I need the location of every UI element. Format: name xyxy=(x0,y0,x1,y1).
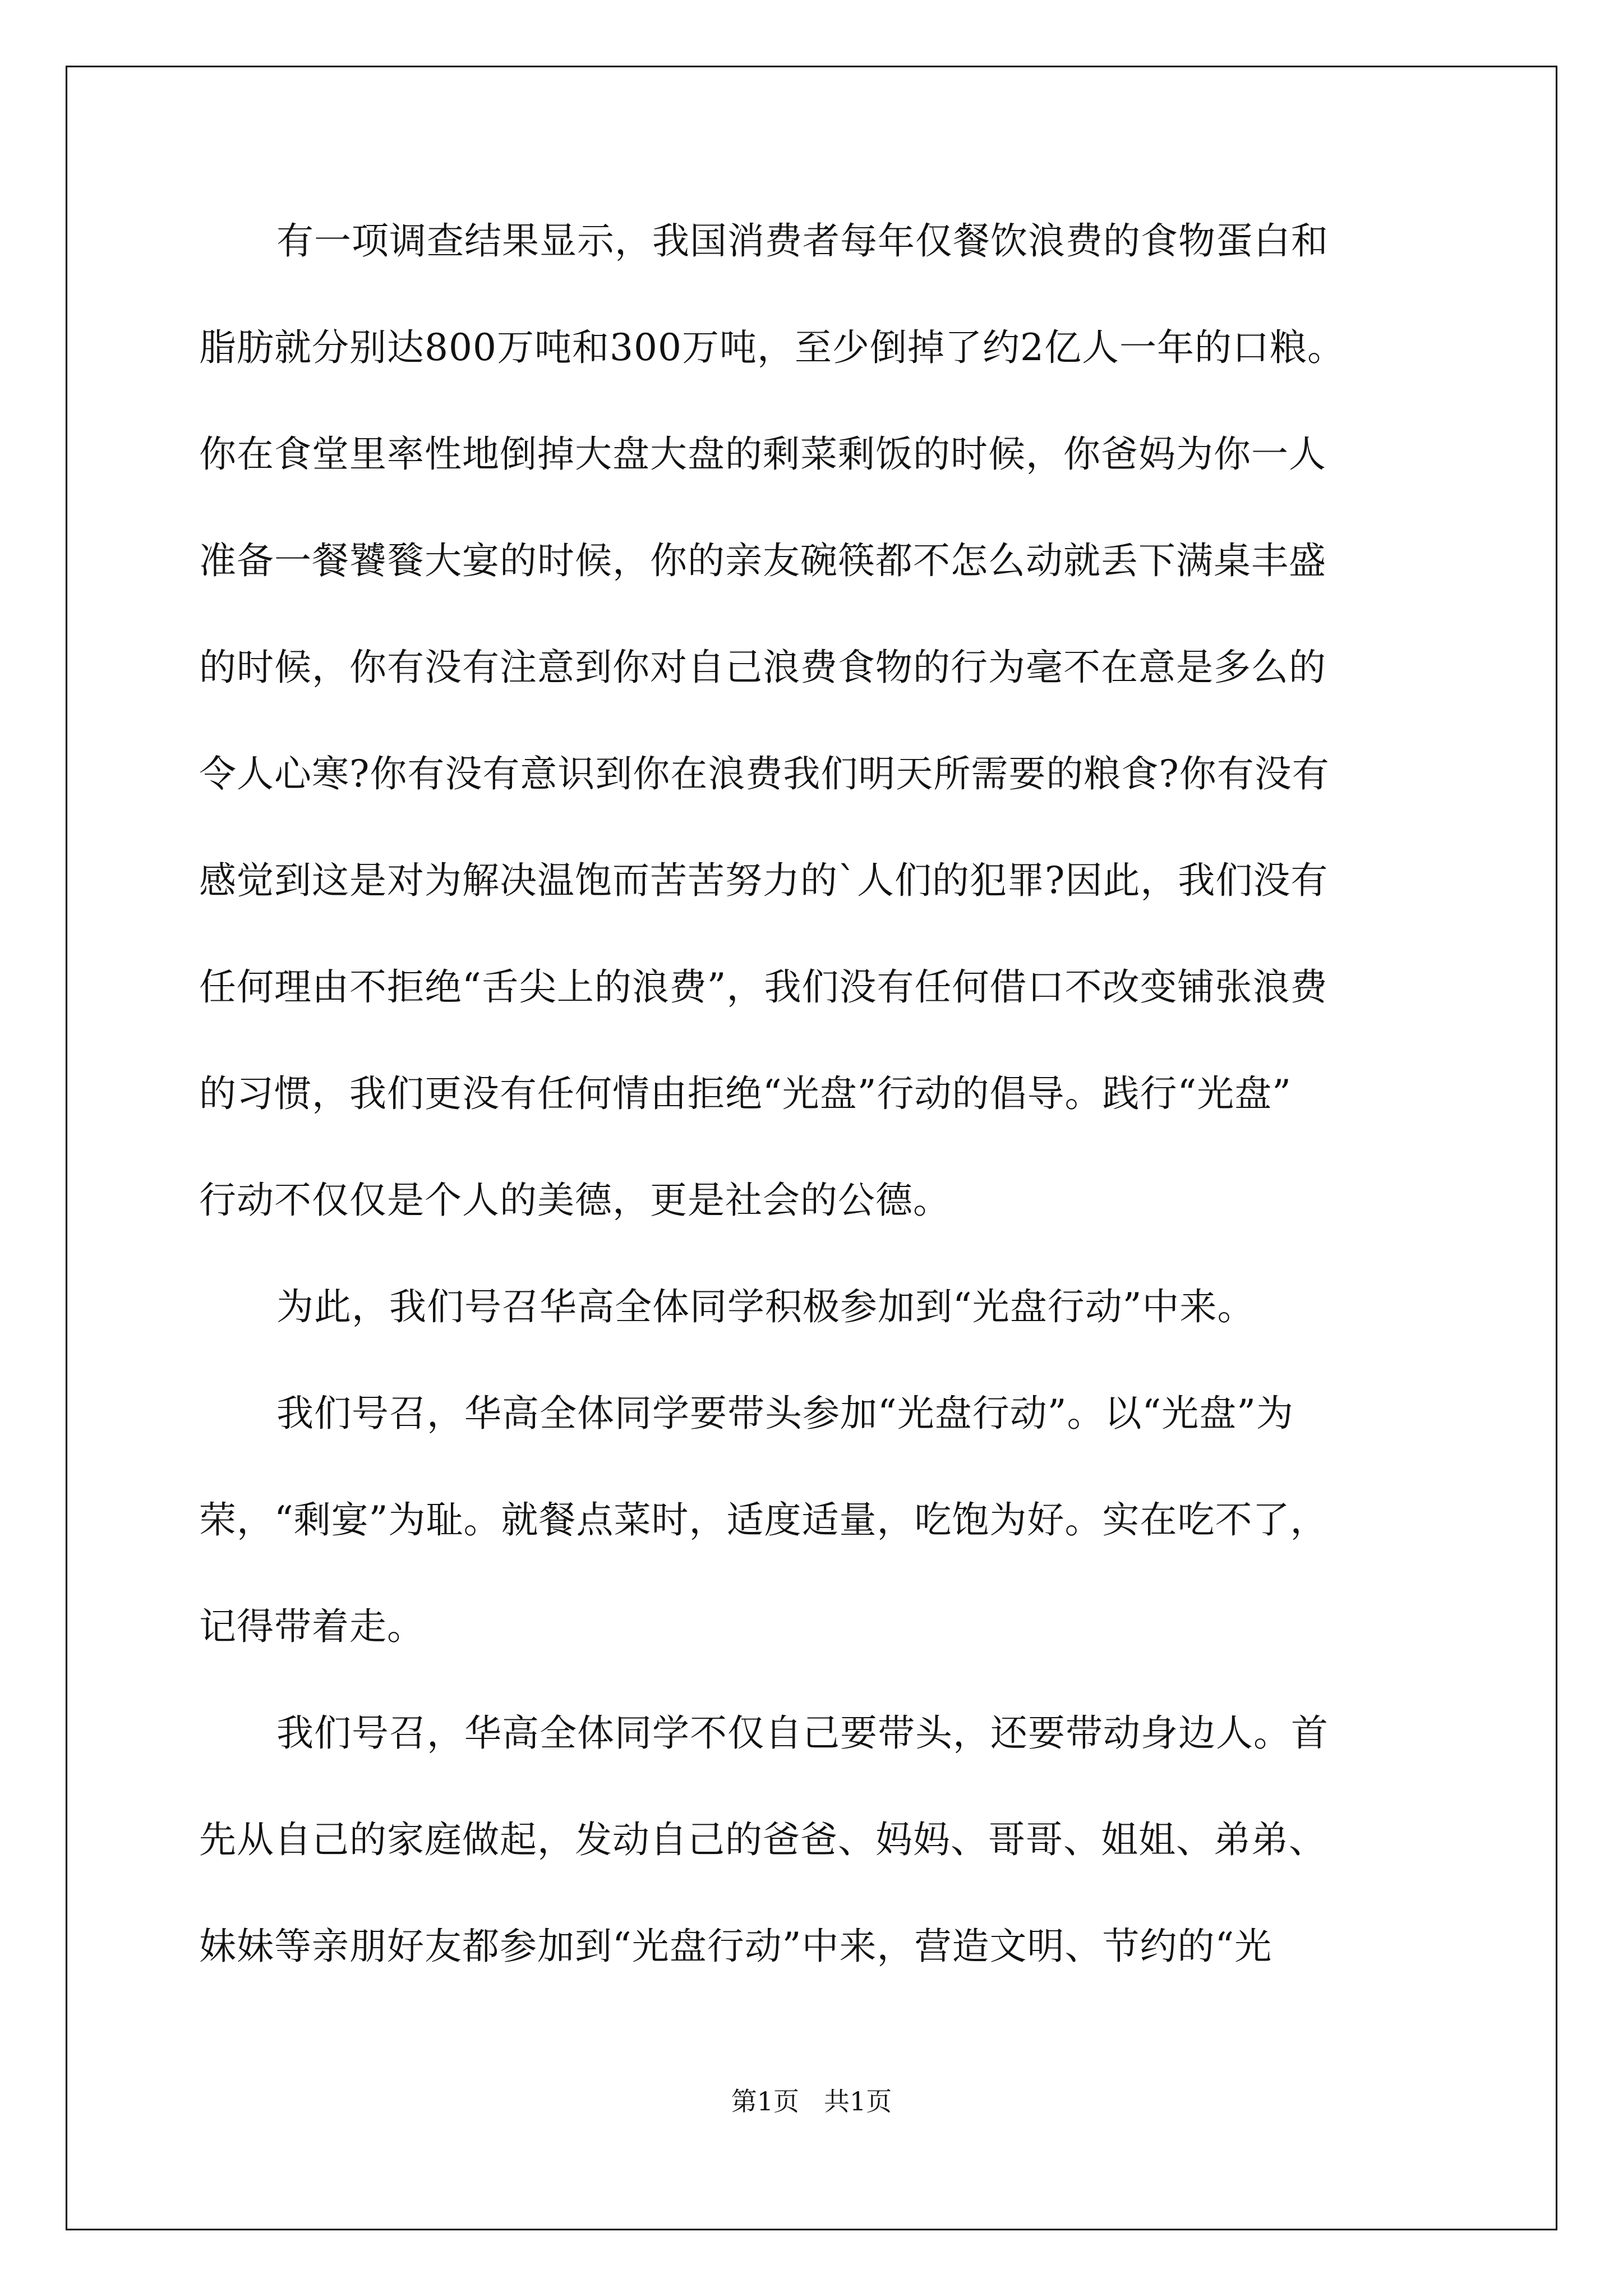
paragraph-3 xyxy=(199,1360,1433,1680)
text-line: 先从自己的家庭做起，发动自己的爸爸、妈妈、哥哥、姐姐、弟弟、 xyxy=(199,1818,1326,1861)
page-footer xyxy=(0,2081,1623,2118)
document-body xyxy=(199,188,1433,2000)
text-line: 为此，我们号召华高全体同学积极参加到“光盘行动”中来。 xyxy=(276,1285,1255,1328)
text-line: 的时候，你有没有注意到你对自己浪费食物的行为毫不在意是多么的 xyxy=(199,646,1326,689)
paragraph-4 xyxy=(199,1680,1433,2000)
page-number-current: 第1页 xyxy=(731,2086,799,2116)
text-line: 荣，“剩宴”为耻。就餐点菜时，适度适量，吃饱为好。实在吃不了， xyxy=(199,1498,1328,1542)
text-line: 任何理由不拒绝“舌尖上的浪费”，我们没有任何借口不改变铺张浪费 xyxy=(199,965,1328,1009)
page-number-total: 共1页 xyxy=(824,2086,892,2116)
text-line: 妹妹等亲朋好友都参加到“光盘行动”中来，营造文明、节约的“光 xyxy=(199,1925,1272,1968)
text-line: 我们号召，华高全体同学要带头参加“光盘行动”。以“光盘”为 xyxy=(276,1392,1294,1435)
text-line: 有一项调查结果显示，我国消费者每年仅餐饮浪费的食物蛋白和 xyxy=(276,219,1329,263)
text-line: 行动不仅仅是个人的美德，更是社会的公德。 xyxy=(199,1179,951,1222)
text-line: 令人心寒?你有没有意识到你在浪费我们明天所需要的粮食?你有没有 xyxy=(199,752,1330,795)
text-line: 记得带着走。 xyxy=(199,1605,425,1648)
text-line: 脂肪就分别达800万吨和300万吨，至少倒掉了约2亿人一年的口粮。 xyxy=(199,326,1345,369)
paragraph-1 xyxy=(199,188,1433,1254)
paragraph-2 xyxy=(199,1254,1433,1360)
text-line: 我们号召，华高全体同学不仅自己要带头，还要带动身边人。首 xyxy=(276,1711,1329,1755)
text-line: 准备一餐饕餮大宴的时候，你的亲友碗筷都不怎么动就丢下满桌丰盛 xyxy=(199,539,1326,582)
text-line: 你在食堂里率性地倒掉大盘大盘的剩菜剩饭的时候，你爸妈为你一人 xyxy=(199,432,1326,476)
text-line: 的习惯，我们更没有任何情由拒绝“光盘”行动的倡导。践行“光盘” xyxy=(199,1072,1292,1115)
text-line: 感觉到这是对为解决温饱而苦苦努力的`人们的犯罪?因此，我们没有 xyxy=(199,859,1329,902)
